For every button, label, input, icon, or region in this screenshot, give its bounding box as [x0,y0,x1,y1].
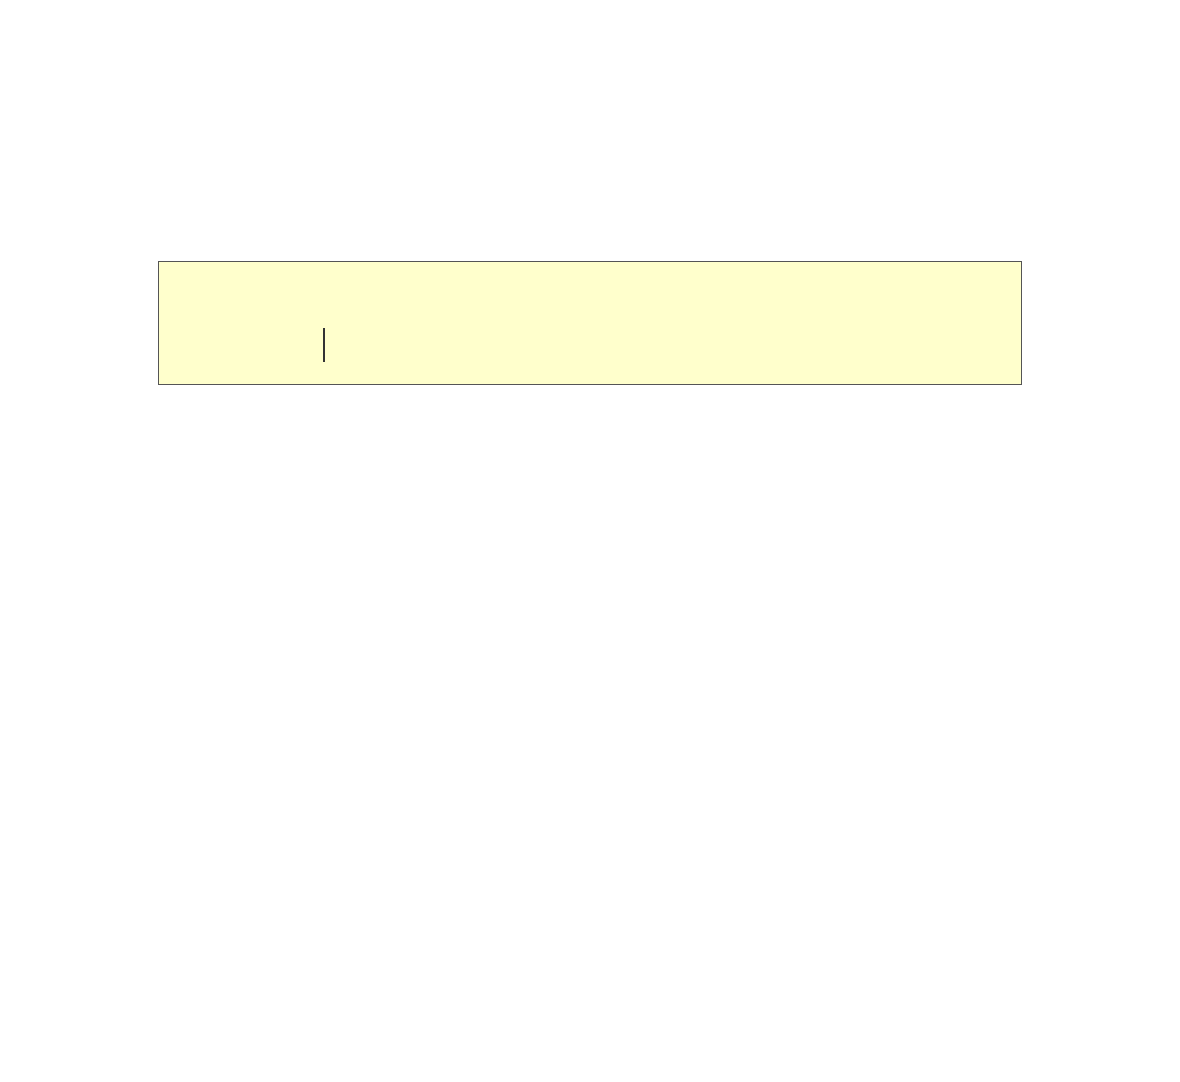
aspect-key-box [158,261,1022,385]
moon-sign-row [4,59,24,87]
aspect-key-legend [323,328,325,362]
moon-phase-row [4,0,11,28]
